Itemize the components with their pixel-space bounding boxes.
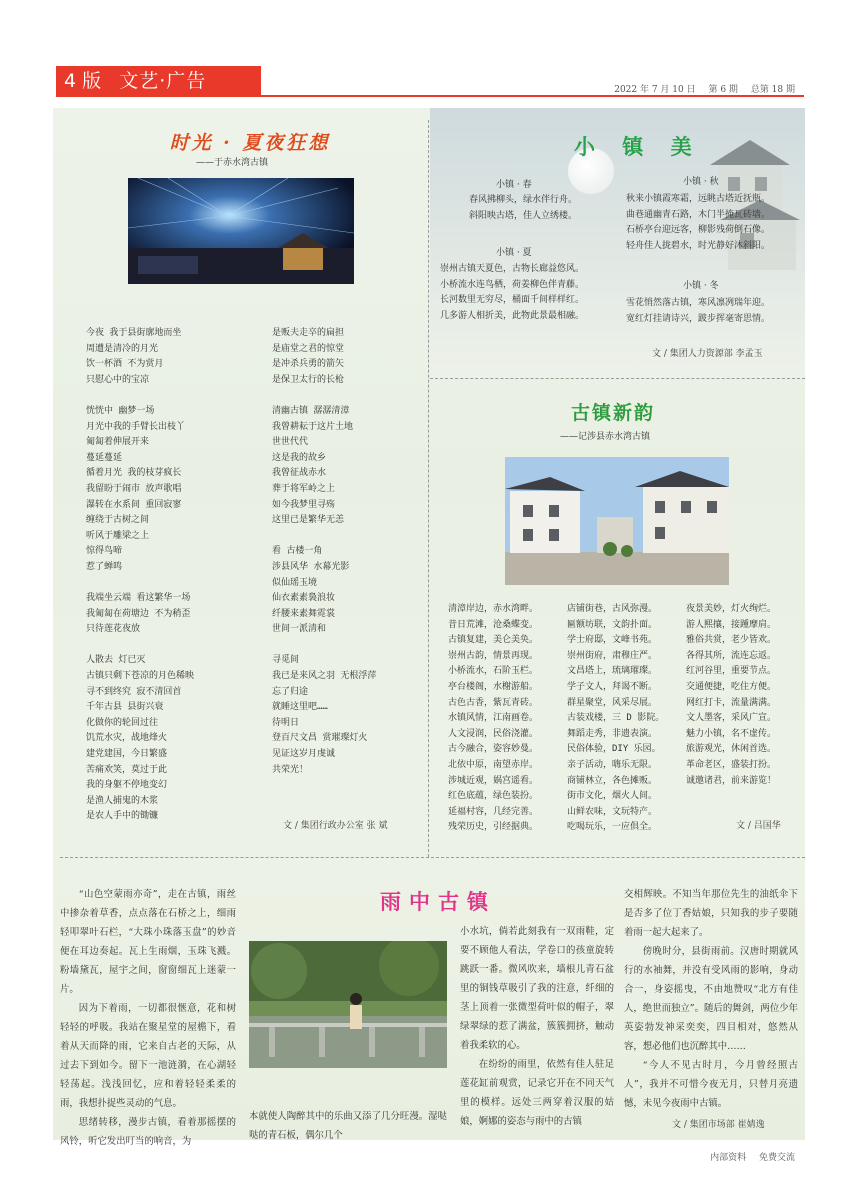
- page-footer: [700, 1150, 795, 1163]
- issue-number: 第 6 期: [708, 85, 738, 95]
- essay-paragraph: 在纷纷的雨里，依然有佳人驻足莲花缸前观赏，记录它开在不同天气里的模样。远处三两穿着汉服的姑娘，婀娜的姿态与雨中的古镇: [460, 1059, 614, 1127]
- essay-title: 雨中古镇: [380, 889, 496, 914]
- poem3-subtitle: ——记涉县赤水湾古镇: [560, 432, 651, 442]
- essay-paragraph: “今人不见古时月，今月曾经照古人”，我并不可惜今夜无月，只替月亮遗憾，未见今夜雨中古镇。: [624, 1060, 798, 1109]
- essay-paragraph: 思绪转移，漫步古镇，看着那摇摆的风铃，听它发出叮当的响音，为: [60, 1117, 236, 1147]
- woman-in-rain-photo: [249, 941, 447, 1068]
- poem2-byline: 文 / 集团人力资源部 李孟玉: [652, 349, 763, 359]
- poem1-column-2: 是贩夫走卒的扁担 是庙堂之君的惊堂 是冲杀兵勇的箭矢 是保卫太行的长枪 清幽古镇 潺潺清漳 我曾耕耘于这片土地 世世代代 这是我的故乡 我曾征战赤水 葬于将军岭之上 如今我梦里寻殇 这里已是繁华无恙 看 古楼一角 涉县风华 水幕光影 似仙瑶玉境 仙衣素素裊浪妆 纤腰来素舞霓裳 世间一派清和 寻觅间 我已是来风之羽 无根浮萍 忘了归途 就睡这里吧…… 待明日 登百尺文昌 赏璀璨灯火 见证这岁月虔诚 共荣光！: [272, 328, 377, 775]
- essay-paragraph: 小水坑，倘若此刻我有一双雨鞋，定要不顾他人看法，学卷口的孩童旋转跳跃一番。微风吹来，墙根儿青石盆里的铜钱草吸引了我的注意，纤细的茎上顶着一张微型荷叶似的帽子，翠绿翠绿的惹了满盆，簇簇拥挤，触动着我柔软的心。: [460, 926, 614, 1051]
- essay-paragraph: 因为下着雨，一切都很惬意，花和树轻轻的呼吸。我站在聚星堂的屋檐下，看着从天而降的雨，它来自古老的天际，从过去下到如今。留下一池涟漪，在心湖轻轻荡起。浅浅回忆，应和着轻轻柔柔的雨，我想扑捉些灵动的气息。: [60, 1003, 236, 1109]
- issue-info: [604, 82, 795, 95]
- essay-paragraph: “山色空蒙雨亦奇”，走在古镇，雨丝中掺杂着草香，点点落在石桥之上，细雨轻叩翠叶石栏，“大珠小珠落玉盘”的妙音便在耳边奏起。瓦上生雨烟，玉珠飞溅。粉墙黛瓦，屋宇之间，窗窗细瓦上迷蒙一片。: [60, 889, 236, 995]
- essay-column-3: [460, 922, 614, 1131]
- poem3-title: 古镇新韵: [571, 402, 656, 424]
- essay-byline: 文 / 集团市场部 崔婧逸: [672, 1120, 765, 1130]
- essay-column-2: [249, 1107, 447, 1145]
- poem2-title: 小 镇 美: [574, 134, 702, 159]
- page-number: 4 版: [64, 70, 102, 92]
- summer-poem: 崇州古镇天夏色，古物长廊益悠风。 小桥流水连鸟栖，荷姜柳色伴青藤。 长河数里无穷尽，桶面千间样样红。 几多游人相折美，此物此景最相融。: [440, 264, 585, 321]
- spring-title: 小镇 · 春: [496, 180, 532, 190]
- essay-column-4: [624, 885, 798, 1113]
- winter-title: 小镇 · 冬: [683, 281, 719, 291]
- footer-internal: 内部资料: [710, 1153, 747, 1163]
- autumn-poem: 秋来小镇霞寒霜，远眺古塔近抚瓶。 曲巷通幽青石路，木门半掩瓦砖墙。 石桥亭台迎远客，柳影残荷倒石像。 轻舟佳人拢碧水，时光静好沐斜阳。: [626, 194, 771, 251]
- essay-column-1: [60, 885, 236, 1151]
- section-divider-bottom: [60, 857, 805, 858]
- poem1-subtitle: ——于赤水湾古镇: [196, 158, 269, 168]
- essay-paragraph: 本就使人陶醉其中的乐曲又添了几分旺漫。湿哒哒的青石板，偶尔几个: [249, 1111, 447, 1141]
- issue-total: 总第 18 期: [750, 85, 795, 95]
- poem3-column-2: 店铺街巷，古风弥漫。 匾额坊联，文韵扑面。 学士府邸，文峰书苑。 崇州街府，肃穆庄严。 文昌塔上，琉璃璀璨。 学子文人，拜谒不断。 群星聚堂，风采尽展。 古装戏楼，三 D 影院。 舞蹈走秀，非遗表演。 民俗体验，DIY 乐园。 亲子活动，嗨乐无限。 商铺林立，各色摊贩。 街市文化，烟火人间。 山鲜农味，文玩特产。 吃喝玩乐，一应俱全。: [567, 604, 665, 833]
- summer-title: 小镇 · 夏: [496, 248, 532, 258]
- section-divider-right: [430, 378, 805, 379]
- poem1-column-1: 今夜 我于县街廓地而坐 周遭是清冷的月光 饮一杯酒 不为赏月 只慰心中的宝凉 恍恍中 幽梦一场 月光中我的手臂长出枝丫 匍匐着伸展开来 蔓延蔓延 循着月光 我的枝芽疯长 我留盼于闹市 放声歌唱 瀑转在水系间 重回寂寥 缠绕于古树之间 听风于雕梁之上 惊得鸟啼 惹了蝉鸣 我端坐云端 看这繁华一场 我匍匐在荷塘边 不为稍歪 只待莲花夜放 人散去 灯已灭 古镇只剩下苍凉的月色稀映 寻不到终究 寂不清回首 千年古县 县街兴衰 化做你的轮回过往 饥荒水灾，战地烽火 建党建国，今日繁盛 苦痛欢笑，莫过于此 我的身躯不停地变幻 是渔人捕鬼的木浆 是农人手中的锄镰: [86, 328, 195, 822]
- spring-poem: 春风拂柳头，绿水伴行舟。 斜阳映古塔，佳人立绣楼。: [468, 195, 577, 221]
- page-section-banner: [56, 66, 261, 96]
- essay-paragraph: 傍晚时分，县街雨前。汉唐时期就风行的水袖舞，并没有受风雨的影响，身动合一，身姿摇曳，不由地赞叹“北方有佳人，绝世而独立”。随后的舞剑，两位少年英姿勃发神采奕奕，四目相对，悠然从容，想必他们也沉醉其中……: [624, 946, 798, 1052]
- footer-free: 免费交流: [758, 1153, 795, 1163]
- poem3-column-3: 夜景美妙，灯火绚烂。 游人熙攘，接踵摩肩。 雅俗共赏，老少皆欢。 各得其所，流连忘返。 红河谷里，重要节点。 交通便捷，吃住方便。 网红打卡，流量满满。 文人墨客，采风广宣。 魅力小镇，名不虚传。 旅游观光，休闲首选。 革命老区，盛装打扮。 诚邀诸君，前来游览！: [686, 604, 777, 786]
- poem3-byline: 文 / 吕国华: [736, 821, 781, 831]
- issue-date: 2022 年 7 月 10 日: [614, 85, 696, 95]
- poem1-title: 时光 · 夏夜狂想: [169, 132, 331, 154]
- column-divider: [428, 120, 429, 857]
- poem3-column-1: 清漳岸边，赤水湾畔。 昔日荒滩，沧桑蝶变。 古镇复建，美仑美奂。 崇州古韵，情景再现。 小桥流水，石阶玉栏。 亭台楼阁，水榭游船。 古色古香，紫瓦青砖。 水镇风情，江南画卷。 人文浸润，民俗浇灌。 古今融合，姿容妙曼。 北依中原，南望赤岸。 涉城近观，娲宫遥看。 红色底蕴，绿色装扮。 延福村容，几经完善。 残荣历史，引经据典。: [448, 604, 539, 833]
- autumn-title: 小镇 · 秋: [683, 177, 719, 187]
- night-light-show-photo: [128, 178, 354, 284]
- town-architecture-photo: [505, 457, 729, 585]
- section-title: 文艺·广告: [119, 70, 207, 92]
- winter-poem: 雪花悄然落古镇，寒风凛冽瑞年迎。 宽红灯挂请诗兴，跛步挥毫寄思情。: [626, 298, 771, 324]
- essay-paragraph: 交相辉映。不知当年那位先生的油纸伞下是否多了位丁香姑娘，只知我的步子要随着雨一起大起来了。: [624, 889, 798, 938]
- poem1-byline: 文 / 集团行政办公室 张 斌: [283, 821, 388, 831]
- header-rule: [56, 95, 804, 97]
